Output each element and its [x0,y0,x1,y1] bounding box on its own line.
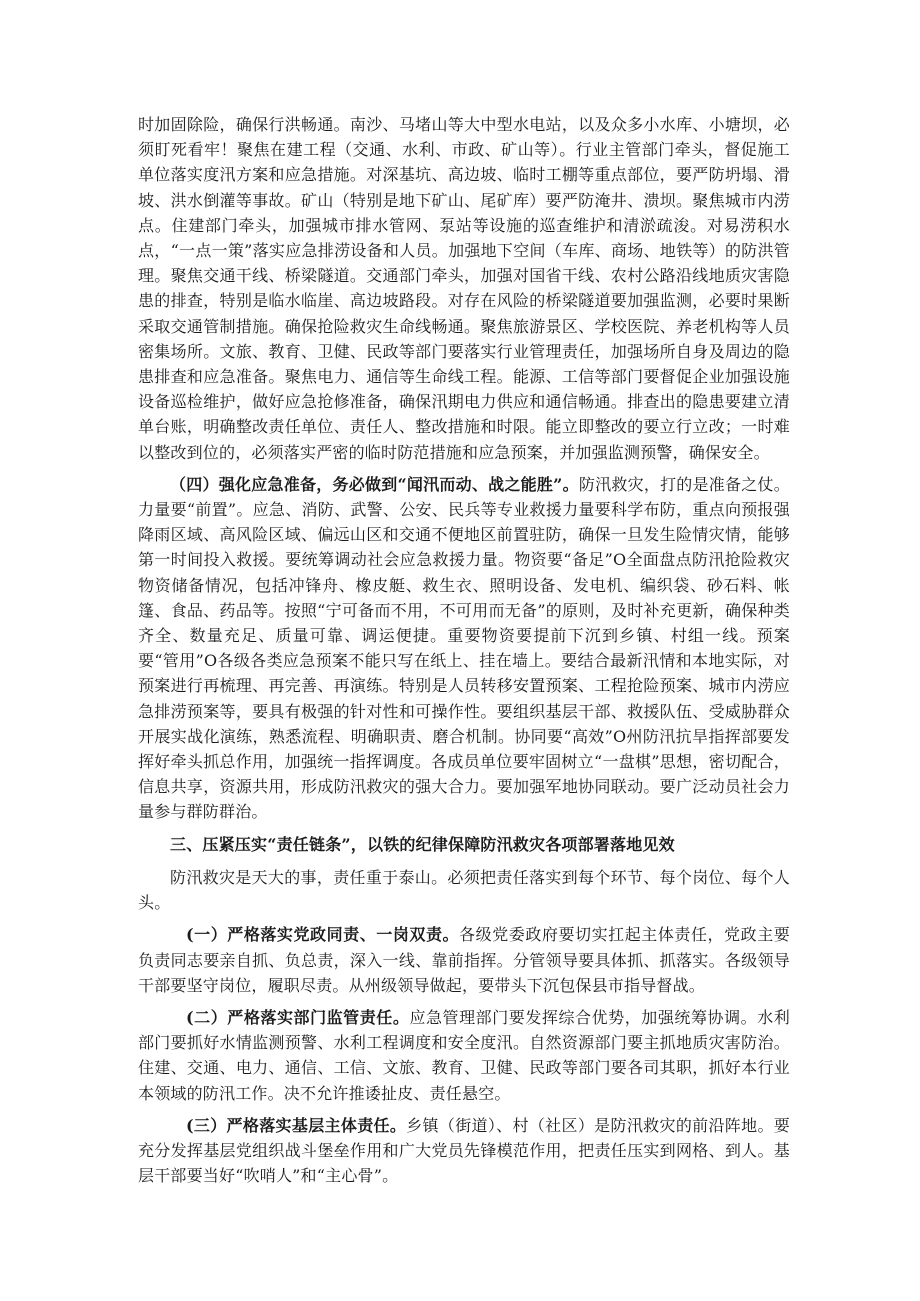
paragraph-text: 时加固除险，确保行洪畅通。南沙、马堵山等大中型水电站，以及众多小水库、小塘坝，必须盯死看牢！聚焦在建工程（交通、水利、市政、矿山等）。行业主管部门牵头，督促施工单位落实度汛方案和应急措施。对深基坑、高边坡、临时工棚等重点部位，要严防坍塌、滑坡、洪水倒灌等事故。矿山（特别是地下矿山、尾矿库）要严防淹井、溃坝。聚焦城市内涝点。住建部门牵头，加强城市排水管网、泵站等设施的巡查维护和清淤疏浚。对易涝积水点，“一点一策”落实应急排涝设备和人员。加强地下空间（车库、商场、地铁等）的防洪管理。聚焦交通干线、桥梁隧道。交通部门牵头，加强对国省干线、农村公路沿线地质灾害隐患的排查，特别是临水临崖、高边坡路段。对存在风险的桥梁隧道要加强监测，必要时果断采取交通管制措施。确保抢险救灾生命线畅通。聚焦旅游景区、学校医院、养老机构等人员密集场所。文旅、教育、卫健、民政等部门要落实行业管理责任，加强场所自身及周边的隐患排查和应急准备。聚焦电力、通信等生命线工程。能源、工信等部门要督促企业加强设施设备巡检维护，做好应急抢修准备，确保汛期电力供应和通信畅通。排查出的隐患要建立清单台账，明确整改责任单位、责任人、整改措施和时限。能立即整改的要立行立改；一时难以整改到位的，必须落实严密的临时防范措施和应急预案，并加强监测预警，确保安全。 [138,115,790,462]
document-page [138,112,790,1195]
item-text: 各级党委政府要切实扛起主体责任，党政主要负责同志要亲自抓、负总责，深入一线、靠前指挥。分管领导要具体抓、抓落实。各级领导干部要坚守岗位，履职尽责。从州级领导做起，要带头下沉包保县市指导督战。 [138,925,790,995]
body-paragraph-1 [138,112,790,465]
section-item-1 [138,922,790,998]
item-text: 乡镇（街道）、村（社区）是防汛救灾的前沿阵地。要充分发挥基层党组织战斗堡垒作用和广大党员先锋模范作用，把责任压实到网格、到人。基层干部要当好“吹哨人”和“主心骨”。 [138,1115,790,1186]
section-intro-paragraph: 防汛救灾是天大的事，责任重于泰山。必须把责任落实到每个环节、每个岗位、每个人头。 [138,867,790,913]
item-lead: (三）严格落实基层主体责任。 [186,1115,407,1135]
paragraph-lead: （四）强化应急准备，务必做到“闻汛而动、战之能胜”。 [170,474,579,494]
item-text: 应急管理部门要发挥综合优势，加强统筹协调。水利部门要抓好水情监测预警、水利工程调度和安全度汛。自然资源部门要主抓地质灾害防治。住建、交通、电力、通信、工信、文旅、教育、卫健、民政等部门要各司其职，抓好本行业本领域的防汛工作。决不允许推诿扯皮、责任悬空。 [138,1007,790,1103]
paragraph-text: 防汛救灾，打的是准备之仗。力量要“前置”。应急、消防、武警、公安、民兵等专业救援力量要科学布防，重点向预报强降雨区域、高风险区域、偏远山区和交通不便地区前置驻防，确保一旦发生险情灾情，能够第一时间投入救援。要统筹调动社会应急救援力量。物资要“备足”O全面盘点防汛抢险救灾物资储备情况，包括冲锋舟、橡皮艇、救生衣、照明设备、发电机、编织袋、砂石料、帐篷、食品、药品等。按照“宁可备而不用，不可用而无备”的原则，及时补充更新，确保种类齐全、数量充足、质量可靠、调运便捷。重要物资要提前下沉到乡镇、村组一线。预案要“管用”O各级各类应急预案不能只写在纸上、挂在墙上。要结合最新汛情和本地实际，对预案进行再梳理、再完善、再演练。特别是人员转移安置预案、工程抢险预案、城市内涝应急排涝预案等，要具有极强的针对性和可操作性。要组织基层干部、救援队伍、受威胁群众开展实战化演练，熟悉流程、明确职责、磨合机制。协同要“高效”O州防汛抗旱指挥部要发挥好牵头抓总作用，加强统一指挥调度。各成员单位要牢固树立“一盘棋”思想，密切配合，信息共享，资源共用，形成防汛救灾的强大合力。要加强军地协同联动。要广泛动员社会力量参与群防群治。 [138,474,790,822]
item-lead: (二）严格落实部门监管责任。 [186,1007,410,1027]
section-item-3 [138,1113,790,1189]
section-item-2 [138,1005,790,1106]
item-lead: (一）严格落实党政同责、一岗双责。 [186,925,460,945]
section-heading-3: 三、压紧压实“责任链条”，以铁的纪律保障防汛救灾各项部署落地见效 [170,834,675,854]
body-paragraph-2 [138,472,790,825]
